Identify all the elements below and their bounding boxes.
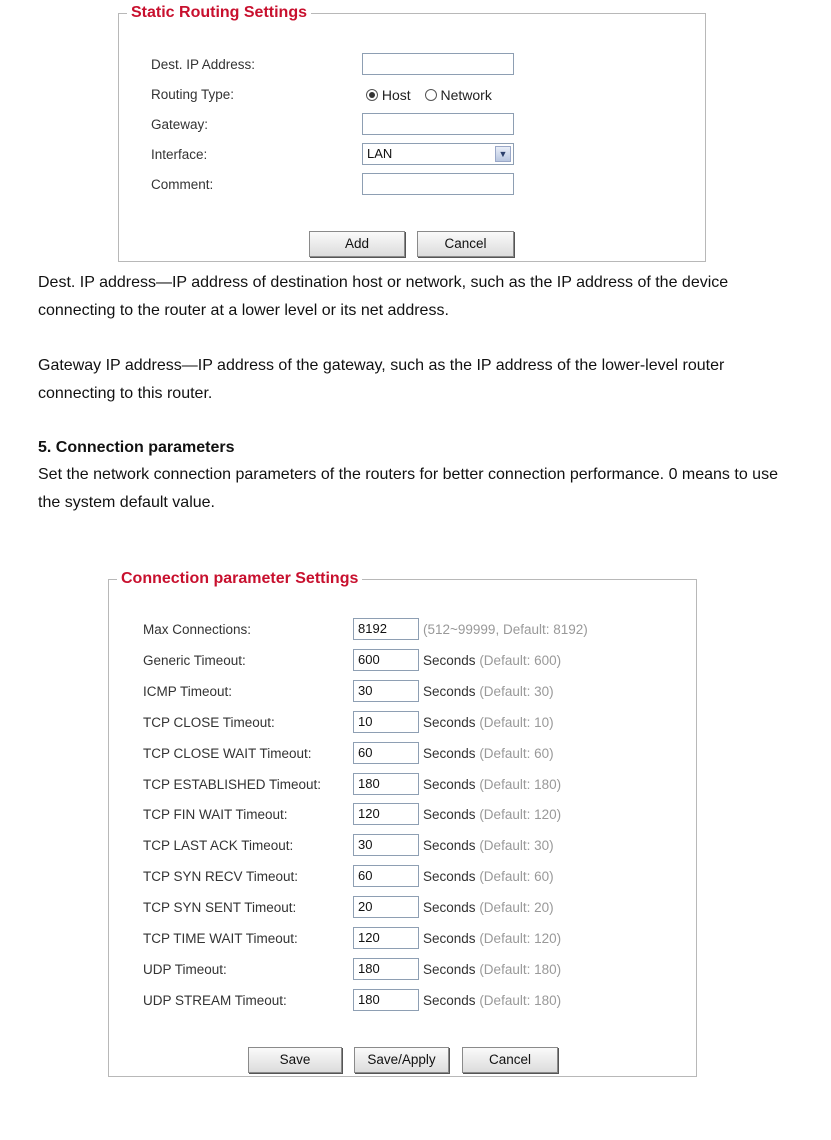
connection-cancel-button[interactable]: Cancel bbox=[462, 1047, 558, 1073]
routing-cancel-button[interactable]: Cancel bbox=[417, 231, 514, 257]
seconds-unit: Seconds bbox=[423, 746, 476, 761]
connection-row-hint bbox=[423, 869, 554, 884]
routing-type-label: Routing Type: bbox=[151, 87, 235, 102]
connection-row-label: TCP ESTABLISHED Timeout: bbox=[143, 777, 322, 792]
seconds-unit: Seconds bbox=[423, 869, 476, 884]
connection-row-hint bbox=[423, 900, 554, 915]
default-hint: (Default: 180) bbox=[479, 962, 562, 977]
connection-row-label: TCP CLOSE WAIT Timeout: bbox=[143, 746, 312, 761]
seconds-unit: Seconds bbox=[423, 653, 476, 668]
static-routing-legend: Static Routing Settings bbox=[131, 4, 307, 21]
connection-row-hint bbox=[423, 622, 588, 637]
connection-row-input[interactable]: 8192 bbox=[353, 618, 419, 640]
connection-row-hint bbox=[423, 715, 554, 730]
connection-row-label: TCP FIN WAIT Timeout: bbox=[143, 807, 288, 822]
connection-row-label: TCP SYN SENT Timeout: bbox=[143, 900, 297, 915]
connection-row-input[interactable]: 180 bbox=[353, 958, 419, 980]
comment-label: Comment: bbox=[151, 177, 214, 192]
connection-row-hint bbox=[423, 653, 561, 668]
connection-row-label: Generic Timeout: bbox=[143, 653, 246, 668]
routing-type-network-radio[interactable] bbox=[425, 89, 437, 101]
chevron-down-icon[interactable]: ▼ bbox=[495, 146, 511, 162]
save-button[interactable]: Save bbox=[248, 1047, 342, 1073]
add-button[interactable]: Add bbox=[309, 231, 405, 257]
connection-row-hint bbox=[423, 993, 561, 1008]
connection-row-label: UDP Timeout: bbox=[143, 962, 227, 977]
routing-type-network-label: Network bbox=[440, 87, 492, 103]
seconds-unit: Seconds bbox=[423, 715, 476, 730]
dest-ip-description: Dest. IP address—IP address of destination host or network, such as the IP address of the device connecting to the router at a lower level or its net address. bbox=[38, 274, 729, 319]
connection-row-label: TCP LAST ACK Timeout: bbox=[143, 838, 294, 853]
connection-row-input[interactable]: 60 bbox=[353, 865, 419, 887]
dest-ip-input[interactable] bbox=[362, 53, 514, 75]
connection-row-input[interactable]: 600 bbox=[353, 649, 419, 671]
comment-input[interactable] bbox=[362, 173, 514, 195]
default-hint: (Default: 20) bbox=[479, 900, 554, 915]
default-hint: (Default: 30) bbox=[479, 684, 554, 699]
seconds-unit: Seconds bbox=[423, 807, 476, 822]
default-hint: (Default: 60) bbox=[479, 869, 554, 884]
connection-legend: Connection parameter Settings bbox=[121, 570, 359, 587]
seconds-unit: Seconds bbox=[423, 684, 476, 699]
default-hint: (Default: 120) bbox=[479, 931, 562, 946]
connection-row-input[interactable]: 30 bbox=[353, 834, 419, 856]
interface-select-value: LAN bbox=[367, 146, 393, 161]
connection-row-label: Max Connections: bbox=[143, 622, 252, 637]
default-hint: (Default: 180) bbox=[479, 777, 562, 792]
seconds-unit: Seconds bbox=[423, 900, 476, 915]
gateway-description: Gateway IP address—IP address of the gateway, such as the IP address of the lower-level router connecting to this router. bbox=[38, 357, 725, 402]
default-hint: (Default: 120) bbox=[479, 807, 562, 822]
connection-row-label: ICMP Timeout: bbox=[143, 684, 233, 699]
connection-row-hint bbox=[423, 746, 554, 761]
connection-row-label: TCP TIME WAIT Timeout: bbox=[143, 931, 298, 946]
dest-ip-label: Dest. IP Address: bbox=[151, 57, 256, 72]
connection-row-hint bbox=[423, 807, 561, 822]
seconds-unit: Seconds bbox=[423, 838, 476, 853]
default-hint: (Default: 30) bbox=[479, 838, 554, 853]
connection-row-label: TCP SYN RECV Timeout: bbox=[143, 869, 299, 884]
routing-type-host-label: Host bbox=[381, 87, 411, 103]
connection-row-input[interactable]: 120 bbox=[353, 803, 419, 825]
seconds-unit: Seconds bbox=[423, 777, 476, 792]
connection-row-input[interactable]: 180 bbox=[353, 773, 419, 795]
interface-select[interactable] bbox=[362, 143, 514, 165]
seconds-unit: Seconds bbox=[423, 931, 476, 946]
connection-row-hint bbox=[423, 684, 554, 699]
gateway-input[interactable] bbox=[362, 113, 514, 135]
connection-row-input[interactable]: 10 bbox=[353, 711, 419, 733]
connection-row-input[interactable]: 60 bbox=[353, 742, 419, 764]
connection-row-hint bbox=[423, 962, 561, 977]
gateway-label: Gateway: bbox=[151, 117, 209, 132]
connection-row-input[interactable]: 30 bbox=[353, 680, 419, 702]
default-hint: (Default: 600) bbox=[479, 653, 562, 668]
connection-row-input[interactable]: 20 bbox=[353, 896, 419, 918]
save-apply-button[interactable]: Save/Apply bbox=[354, 1047, 449, 1073]
connection-row-hint bbox=[423, 931, 561, 946]
interface-label: Interface: bbox=[151, 147, 208, 162]
connection-row-label: UDP STREAM Timeout: bbox=[143, 993, 287, 1008]
default-hint: (Default: 60) bbox=[479, 746, 554, 761]
default-hint: (512~99999, Default: 8192) bbox=[423, 622, 588, 637]
default-hint: (Default: 10) bbox=[479, 715, 554, 730]
routing-type-group bbox=[366, 87, 492, 103]
seconds-unit: Seconds bbox=[423, 993, 476, 1008]
connection-row-input[interactable]: 120 bbox=[353, 927, 419, 949]
connection-row-hint bbox=[423, 777, 561, 792]
routing-type-host-radio[interactable] bbox=[366, 89, 378, 101]
section-heading: 5. Connection parameters bbox=[38, 439, 235, 456]
connection-description: Set the network connection parameters of the routers for better connection performance. 0 means to use the system default value. bbox=[38, 466, 778, 511]
connection-row-label: TCP CLOSE Timeout: bbox=[143, 715, 275, 730]
default-hint: (Default: 180) bbox=[479, 993, 562, 1008]
connection-row-input[interactable]: 180 bbox=[353, 989, 419, 1011]
seconds-unit: Seconds bbox=[423, 962, 476, 977]
connection-row-hint bbox=[423, 838, 554, 853]
